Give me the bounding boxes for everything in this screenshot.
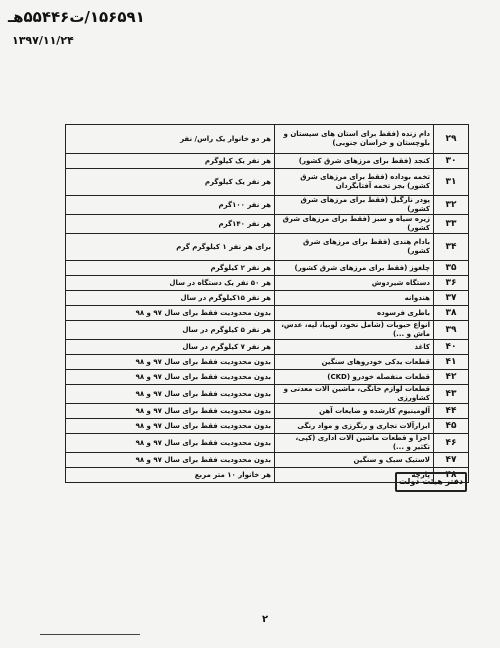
item-name: دام زنده (فقط برای استان های سیستان و بلوچستان و خراسان جنوبی)	[275, 125, 434, 154]
table-row	[66, 370, 469, 385]
item-name: لاستیک سبک و سنگین	[275, 453, 434, 468]
item-name: بادام هندی (فقط برای مرزهای شرق کشور)	[275, 234, 434, 261]
table-row	[66, 234, 469, 261]
table-row	[66, 276, 469, 291]
row-number: ۳۳	[434, 215, 469, 234]
row-number: ۳۸	[434, 306, 469, 321]
item-allowance: بدون محدودیت فقط برای سال ۹۷ و ۹۸	[66, 385, 275, 404]
item-name: انواع حبوبات (شامل نخود، لوبیا، لپه، عدس، ماش و ...)	[275, 321, 434, 340]
item-allowance: برای هر نفر ۱ کیلوگرم گرم	[66, 234, 275, 261]
row-number: ۲۹	[434, 125, 469, 154]
item-allowance: هر نفر یک کیلوگرم	[66, 169, 275, 196]
item-allowance: بدون محدودیت فقط برای سال ۹۷ و ۹۸	[66, 306, 275, 321]
page-number: ۲	[262, 614, 269, 625]
item-allowance: هر ۵۰ نفر یک دستگاه در سال	[66, 276, 275, 291]
letter-number: ۱۵۶۵۹۱/ت۵۵۴۴۶هـ	[8, 8, 145, 26]
item-name: تخمه بوداده (فقط برای مرزهای شرق کشور) بجز تخمه آفتابگردان	[275, 169, 434, 196]
item-name: ابزارآلات نجاری و رنگرزی و مواد رنگی	[275, 419, 434, 434]
item-allowance: هر خانوار ۱۰ متر مربع	[66, 468, 275, 483]
row-number: ۳۲	[434, 196, 469, 215]
row-number: ۳۶	[434, 276, 469, 291]
row-number: ۴۸	[434, 468, 469, 483]
item-name: زیره سیاه و سبز (فقط برای مرزهای شرق کشور)	[275, 215, 434, 234]
item-name: کاغذ	[275, 340, 434, 355]
row-number: ۳۵	[434, 261, 469, 276]
item-name: اجزا و قطعات ماشین آلات اداری (کپی، تکثیر و ...)	[275, 434, 434, 453]
item-name: قطعات لوازم خانگی، ماشین آلات معدنی و کشاورزی	[275, 385, 434, 404]
table-row	[66, 125, 469, 154]
table-row	[66, 340, 469, 355]
row-number: ۴۱	[434, 355, 469, 370]
table-row	[66, 355, 469, 370]
table-row	[66, 169, 469, 196]
row-number: ۴۵	[434, 419, 469, 434]
table-row	[66, 196, 469, 215]
table-row	[66, 385, 469, 404]
table-row	[66, 215, 469, 234]
table-row	[66, 404, 469, 419]
item-allowance: بدون محدودیت فقط برای سال ۹۷ و ۹۸	[66, 434, 275, 453]
table-row	[66, 419, 469, 434]
row-number: ۴۷	[434, 453, 469, 468]
row-number: ۴۳	[434, 385, 469, 404]
item-allowance: بدون محدودیت فقط برای سال ۹۷ و ۹۸	[66, 370, 275, 385]
item-allowance: هر دو خانوار یک راس/ نفر	[66, 125, 275, 154]
item-name: پارچه	[275, 468, 434, 483]
office-stamp: دفتر هیئت دولت	[395, 472, 467, 492]
letter-date: ۱۳۹۷/۱۱/۲۴	[12, 34, 74, 47]
row-number: ۳۹	[434, 321, 469, 340]
item-allowance: بدون محدودیت فقط برای سال ۹۷ و ۹۸	[66, 453, 275, 468]
item-name: کنجد (فقط برای مرزهای شرق کشور)	[275, 154, 434, 169]
table-row	[66, 434, 469, 453]
row-number: ۴۰	[434, 340, 469, 355]
row-number: ۳۰	[434, 154, 469, 169]
item-name: هندوانه	[275, 291, 434, 306]
items-table	[65, 124, 469, 483]
item-allowance: هر نفر ۵ کیلوگرم در سال	[66, 321, 275, 340]
item-allowance: هر نفر ۱۵کیلوگرم در سال	[66, 291, 275, 306]
item-allowance: هر نفر ۲ کیلوگرم	[66, 261, 275, 276]
row-number: ۴۶	[434, 434, 469, 453]
item-allowance: هر نفر ۱۴۰گرم	[66, 215, 275, 234]
item-allowance: هر نفر ۷ کیلوگرم در سال	[66, 340, 275, 355]
table-row	[66, 306, 469, 321]
item-name: قطعات یدکی خودروهای سنگین	[275, 355, 434, 370]
table-row	[66, 291, 469, 306]
row-number: ۳۱	[434, 169, 469, 196]
row-number: ۴۲	[434, 370, 469, 385]
item-name: پودر نارگیل (فقط برای مرزهای شرق کشور)	[275, 196, 434, 215]
item-name: باطری فرسوده	[275, 306, 434, 321]
item-allowance: بدون محدودیت فقط برای سال ۹۷ و ۹۸	[66, 419, 275, 434]
table-row	[66, 154, 469, 169]
item-allowance: هر نفر ۱۰۰گرم	[66, 196, 275, 215]
footer-divider	[40, 634, 140, 635]
table-row	[66, 261, 469, 276]
row-number: ۳۴	[434, 234, 469, 261]
item-allowance: بدون محدودیت فقط برای سال ۹۷ و ۹۸	[66, 355, 275, 370]
table-row	[66, 321, 469, 340]
item-allowance: هر نفر یک کیلوگرم	[66, 154, 275, 169]
row-number: ۴۴	[434, 404, 469, 419]
item-name: دستگاه شیردوش	[275, 276, 434, 291]
item-name: قطعات منفصله خودرو (CKD)	[275, 370, 434, 385]
item-name: چلغوز (فقط برای مرزهای شرق کشور)	[275, 261, 434, 276]
table-row	[66, 453, 469, 468]
row-number: ۳۷	[434, 291, 469, 306]
item-name: آلومینیوم کارشده و ضایعات آهن	[275, 404, 434, 419]
item-allowance: بدون محدودیت فقط برای سال ۹۷ و ۹۸	[66, 404, 275, 419]
